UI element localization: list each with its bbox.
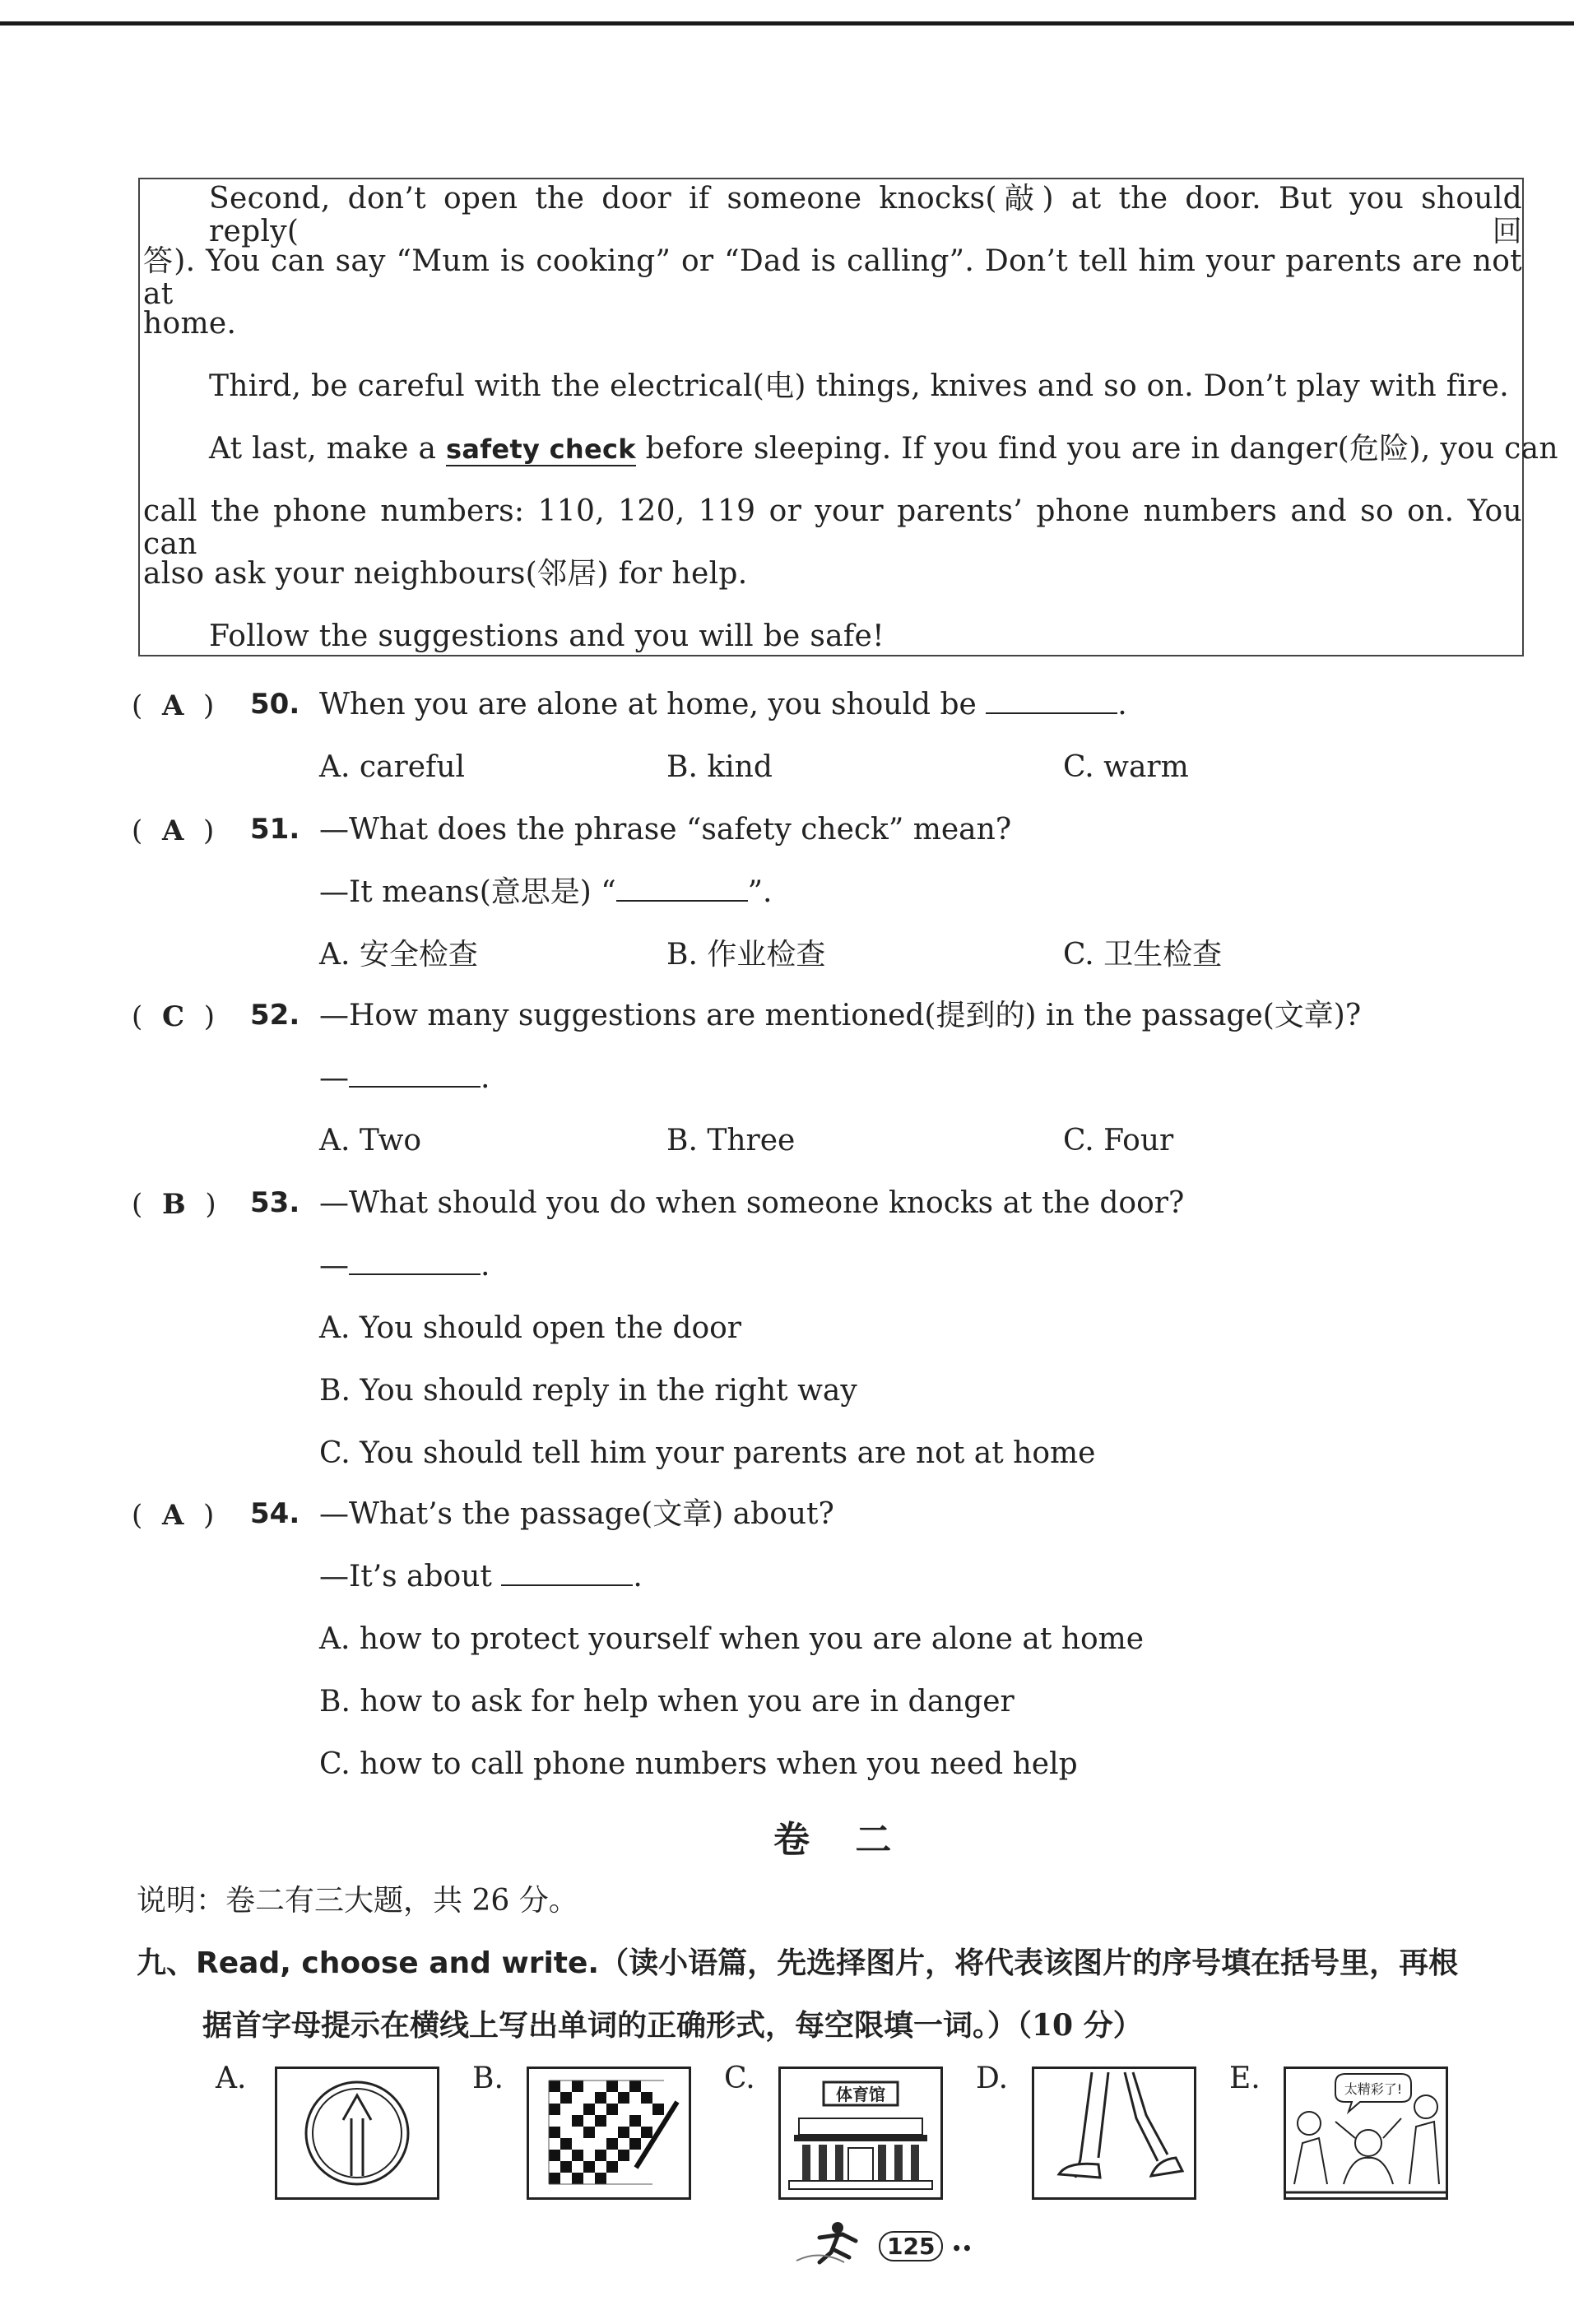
option-c: C. 卫生检查	[1063, 938, 1223, 972]
option-b: B. Three	[666, 1124, 796, 1157]
picture-label-c: C.	[724, 2062, 755, 2095]
answer-blank[interactable]	[349, 1061, 481, 1088]
option-c: C. Four	[1063, 1124, 1174, 1157]
part-nine-heading: 九、Read, choose and write.（读小语篇，先选择图片，将代表该图片的序号填在括号里，再根	[137, 1946, 1459, 1980]
answer-blank[interactable]	[986, 688, 1117, 714]
question-line2-51: —It means(意思是) “ ”.	[319, 875, 773, 909]
option-b: B. You should reply in the right way	[319, 1374, 857, 1408]
option-a: A. 安全检查	[319, 938, 478, 972]
passage-text: At last, make a	[209, 432, 437, 466]
answer-slot-51[interactable]: ( A )	[132, 814, 215, 847]
part-nine-instructions: 据首字母提示在横线上写出单词的正确形式，每空限填一词。）（10 分）	[202, 2008, 1143, 2043]
passage-text: before sleeping. If you find you are in danger(危险), you can	[645, 432, 1558, 466]
picture-e-cheering-crowd[interactable]	[1284, 2067, 1448, 2200]
picture-b-crossword[interactable]	[527, 2067, 691, 2200]
question-line2-52: — .	[319, 1061, 490, 1095]
passage-line: Second, don’t open the door if someone knocks(敲) at the door. But you should reply(回	[209, 182, 1522, 248]
passage-line: also ask your neighbours(邻居) for help.	[143, 557, 748, 591]
top-rule	[0, 21, 1574, 26]
option-a: A. You should open the door	[319, 1311, 741, 1345]
answer-slot-53[interactable]: ( B )	[132, 1188, 216, 1221]
option-c: C. warm	[1063, 750, 1189, 784]
passage-line: Follow the suggestions and you will be safe!	[209, 619, 885, 653]
picture-label-e: E.	[1229, 2062, 1261, 2095]
option-a: A. Two	[319, 1124, 422, 1157]
option-b: B. how to ask for help when you are in danger	[319, 1685, 1015, 1719]
question-stem-54: —What’s the passage(文章) about?	[319, 1497, 834, 1531]
answer-slot-52[interactable]: ( C )	[132, 1000, 215, 1033]
option-b: B. kind	[666, 750, 773, 784]
question-number: 52.	[250, 999, 300, 1032]
passage-line: 答). You can say “Mum is cooking” or “Dad is calling”. Don’t tell him your parents are not at	[143, 244, 1522, 311]
question-stem-52: —How many suggestions are mentioned(提到的) in the passage(文章)?	[319, 999, 1362, 1032]
answer-slot-54[interactable]: ( A )	[132, 1499, 215, 1532]
option-b: B. 作业检查	[666, 938, 826, 972]
question-stem-53: —What should you do when someone knocks at the door?	[319, 1186, 1185, 1220]
speech-bubble-text: 太精彩了!	[1344, 2081, 1403, 2097]
answer-blank[interactable]	[616, 875, 748, 902]
picture-a-one-way-sign[interactable]	[275, 2067, 439, 2200]
question-number: 51.	[250, 813, 300, 846]
question-line2-54: —It’s about .	[319, 1560, 643, 1593]
answer-slot-50[interactable]: ( A )	[132, 689, 215, 722]
passage-line: Third, be careful with the electrical(电) things, knives and so on. Don’t play with fire.	[209, 369, 1510, 403]
option-a: A. how to protect yourself when you are alone at home	[319, 1622, 1145, 1656]
picture-label-b: B.	[472, 2062, 504, 2095]
question-stem-51: —What does the phrase “safety check” mean?	[319, 813, 1012, 847]
answer-blank[interactable]	[349, 1249, 481, 1275]
picture-c-gym[interactable]	[778, 2067, 943, 2200]
option-a: A. careful	[319, 750, 466, 784]
question-number: 54.	[250, 1497, 300, 1530]
passage-line	[209, 433, 1588, 466]
gym-sign-text: 体育馆	[836, 2085, 885, 2104]
question-number: 53.	[250, 1186, 300, 1219]
question-stem-50: When you are alone at home, you should be .	[319, 688, 1127, 721]
option-c: C. how to call phone numbers when you need help	[319, 1747, 1078, 1781]
passage-line: home.	[143, 307, 237, 341]
footer-logo-icon	[795, 2216, 869, 2266]
picture-d-walking-legs[interactable]	[1032, 2067, 1196, 2200]
section-title: 卷 二	[773, 1819, 908, 1861]
picture-label-a: A.	[216, 2062, 247, 2095]
answer-blank[interactable]	[501, 1560, 633, 1586]
keyword-safety-check: safety check	[445, 434, 636, 465]
option-c: C. You should tell him your parents are not at home	[319, 1436, 1096, 1470]
question-line2-53: — .	[319, 1249, 490, 1283]
passage-line: call the phone numbers: 110, 120, 119 or your parents’ phone numbers and so on. You can	[143, 494, 1522, 561]
page-number: 125 ••	[879, 2231, 973, 2261]
section-note: 说明：卷二有三大题，共 26 分。	[137, 1884, 578, 1918]
picture-label-d: D.	[976, 2062, 1009, 2095]
question-number: 50.	[250, 688, 300, 721]
